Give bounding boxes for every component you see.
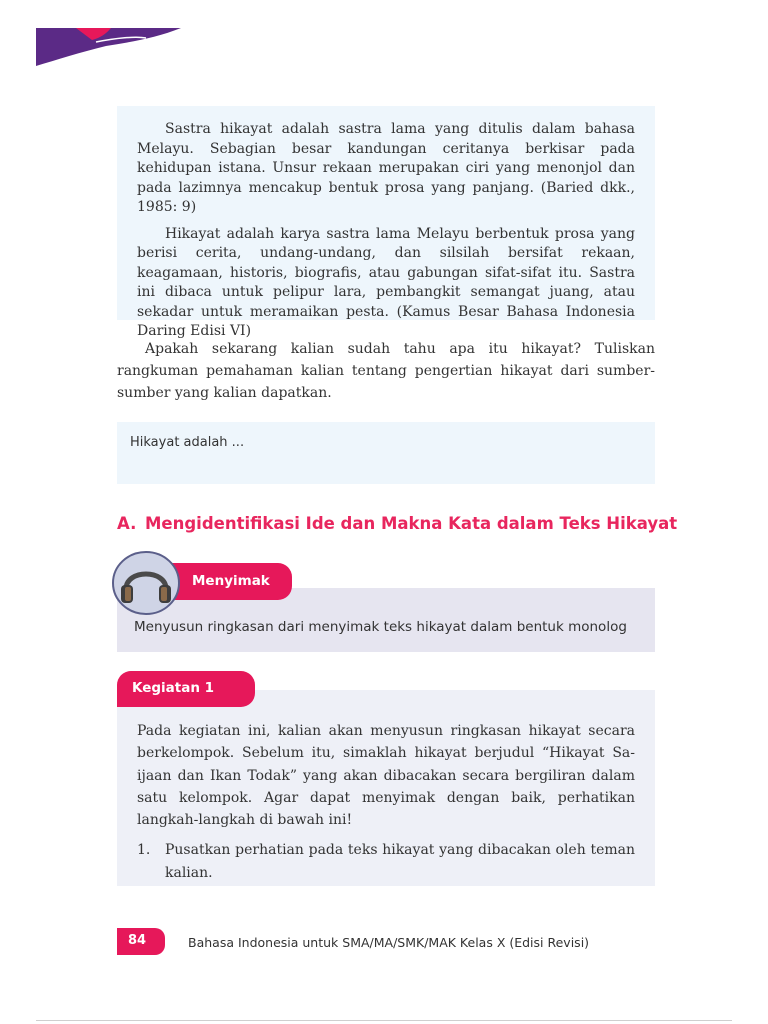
book-title: Bahasa Indonesia untuk SMA/MA/SMK/MAK Kelas X (Edisi Revisi) [188, 935, 590, 950]
definition-box [117, 106, 655, 339]
answer-prompt: Hikayat adalah ... [130, 435, 245, 450]
intro-paragraph: Apakah sekarang kalian sudah tahu apa itu hikayat? Tuliskan rangkuman pemahaman kalian tentang pengertian hikayat dari sumber-sumber yang kalian dapatkan. [117, 341, 655, 401]
section-title: Mengidentifikasi Ide dan Makna Kata dalam Teks Hikayat [145, 514, 678, 533]
definition-paragraph-2: Hikayat adalah karya sastra lama Melayu berbentuk prosa yang berisi cerita, undang-undang, dan silsilah bersifat rekaan, keagamaan, historis, biografis, atau gabungan sifat-sifat itu. Sastra ini dibaca untuk pelipur lara, pembangkit semangat juang, atau sekadar untuk meramaikan pesta. (Kamus Besar Bahasa Indonesia Daring Edisi VI) [137, 225, 635, 339]
list-item-number: 1. [137, 842, 151, 859]
list-item-text: Pusatkan perhatian pada teks hikayat yang dibacakan oleh teman kalian. [165, 842, 635, 881]
section-heading [117, 514, 677, 533]
menyimak-label: Menyimak [192, 573, 270, 589]
header-decoration [36, 28, 181, 66]
kegiatan-box [117, 690, 655, 886]
kegiatan-label: Kegiatan 1 [132, 680, 215, 696]
divider [36, 1020, 732, 1021]
page-number: 84 [128, 933, 147, 948]
headphones-icon [110, 551, 182, 615]
section-letter: A. [117, 514, 137, 533]
answer-box [117, 422, 655, 484]
definition-paragraph-1: Sastra hikayat adalah sastra lama yang ditulis dalam bahasa Melayu. Sebagian besar kandungan ceritanya berkisar pada kehidupan istana. Unsur rekaan merupakan ciri yang menonjol dan pada lazimnya mencakup bentuk prosa yang panjang. (Baried dkk., 1985: 9) [137, 121, 635, 215]
list-item [137, 839, 635, 884]
kegiatan-paragraph: Pada kegiatan ini, kalian akan menyusun ringkasan hikayat secara berkelompok. Sebelum itu, simaklah hikayat berjudul “Hikayat Sa-ijaan dan Ikan Todak” yang akan dibacakan secara bergiliran dalam satu kelompok. Agar dapat menyimak dengan baik, perhatikan langkah-langkah di bawah ini! [137, 723, 635, 829]
menyimak-text: Menyusun ringkasan dari menyimak teks hikayat dalam bentuk monolog [134, 619, 627, 635]
